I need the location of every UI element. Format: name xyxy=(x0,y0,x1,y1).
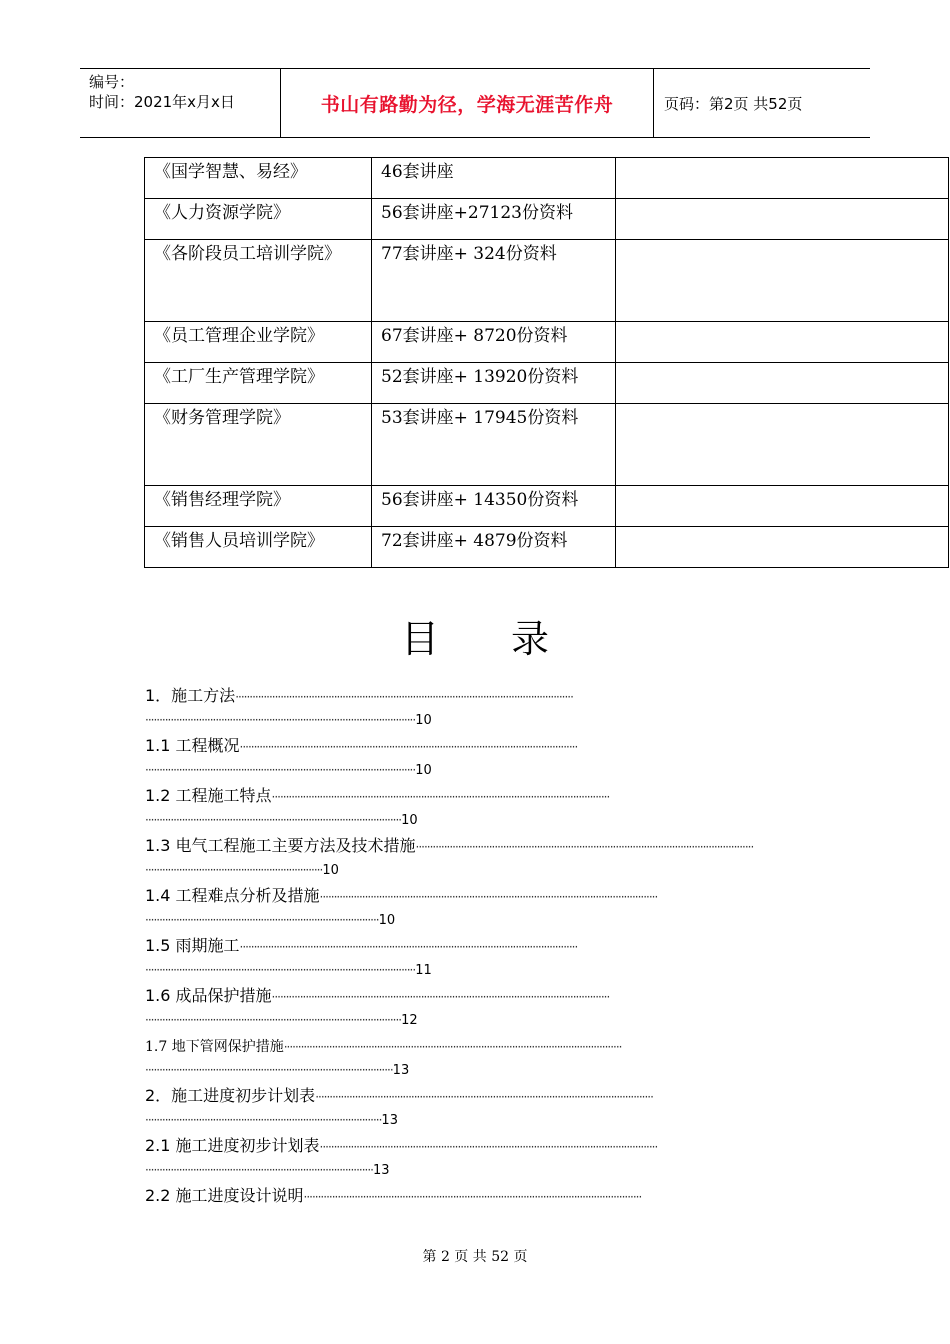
time-label: 时间：2021年x月x日 xyxy=(89,93,235,111)
toc-entry-page: 12 xyxy=(401,1013,418,1028)
toc-entry-page: 10 xyxy=(378,913,396,928)
header-meta xyxy=(80,69,281,137)
toc-entry-title: 2．施工进度初步计划表 xyxy=(145,1086,316,1105)
toc-leader-dots: ··························································································· xyxy=(145,1013,402,1027)
table-cell-extra xyxy=(616,158,949,199)
toc-entry[interactable] xyxy=(145,684,805,734)
header-motto: 书山有路勤为径，学海无涯苦作舟 xyxy=(281,69,654,137)
table-cell-extra xyxy=(616,404,949,486)
page-footer: 第 2 页 共 52 页 xyxy=(422,1249,528,1265)
number-label: 编号： xyxy=(89,73,135,91)
toc-leader-dots: ························································································································ xyxy=(239,740,578,754)
toc-entry[interactable] xyxy=(145,784,805,834)
toc-entry-title: 2.1 施工进度初步计划表 xyxy=(145,1136,320,1155)
toc-leader-dots: ························································································································ xyxy=(319,890,658,904)
toc-entry[interactable] xyxy=(145,1084,805,1134)
catalog-table xyxy=(144,157,949,568)
table-cell-content xyxy=(372,240,616,322)
cell-text: 52套讲座+ 13920份资料 xyxy=(381,367,579,387)
toc-entry[interactable] xyxy=(145,934,805,984)
toc-entry[interactable] xyxy=(145,734,805,784)
toc-entry[interactable] xyxy=(145,1184,805,1234)
toc-leader-dots: ························································································································ xyxy=(283,1040,622,1054)
table-row xyxy=(145,240,949,322)
cell-text: 56套讲座+27123份资料 xyxy=(381,203,573,223)
toc-leader-dots: ························································································································ xyxy=(303,1190,642,1204)
toc-entry-page: 10 xyxy=(322,863,339,878)
table-row xyxy=(145,527,949,568)
toc-entry-title: 2.2 施工进度设计说明 xyxy=(145,1186,304,1205)
toc-entry-page: 13 xyxy=(392,1063,410,1078)
cell-text: 《销售人员培训学院》 xyxy=(154,531,324,551)
cell-text: 《工厂生产管理学院》 xyxy=(154,367,324,387)
toc-leader-dots: ················································································· xyxy=(145,1163,373,1177)
cell-text: 46套讲座 xyxy=(381,162,454,182)
table-cell-content xyxy=(372,404,616,486)
toc-title: 目录 xyxy=(400,617,621,661)
table-cell-name xyxy=(145,240,372,322)
toc-entry-title: 1.5 雨期施工 xyxy=(145,936,240,955)
cell-text: 《人力资源学院》 xyxy=(154,203,290,223)
table-cell-content xyxy=(372,527,616,568)
toc-entry[interactable] xyxy=(145,884,805,934)
cell-text: 53套讲座+ 17945份资料 xyxy=(381,408,579,428)
cell-text: 《财务管理学院》 xyxy=(154,408,290,428)
toc-entry-page: 11 xyxy=(415,963,432,978)
toc-leader-dots: ························································································································ xyxy=(235,690,573,704)
toc-leader-dots: ························································································································ xyxy=(319,1140,658,1154)
cell-text: 77套讲座+ 324份资料 xyxy=(381,244,557,264)
toc-leader-dots: ························································································································ xyxy=(315,1090,653,1104)
toc-entry-page: 10 xyxy=(415,763,432,778)
toc-leader-dots: ···················································································· xyxy=(145,1113,382,1127)
table-cell-extra xyxy=(616,527,949,568)
toc-entry-page: 10 xyxy=(415,713,432,728)
cell-text: 56套讲座+ 14350份资料 xyxy=(381,490,579,510)
table-cell-extra xyxy=(616,363,949,404)
toc-entry[interactable] xyxy=(145,834,805,884)
toc-leader-dots: ································································································ xyxy=(145,963,416,977)
toc-leader-dots: ························································································································ xyxy=(271,990,610,1004)
toc-entry-title: 1.4 工程难点分析及措施 xyxy=(145,886,320,905)
toc-entry-page: 13 xyxy=(372,1163,390,1178)
toc-entry-title: 1.1 工程概况 xyxy=(145,736,240,755)
toc-leader-dots: ······························································· xyxy=(145,863,323,877)
cell-text: 《国学智慧、易经》 xyxy=(154,162,307,182)
toc-leader-dots: ························································································································ xyxy=(239,940,578,954)
toc-entry-title: 1.3 电气工程施工主要方法及技术措施 xyxy=(145,836,416,855)
toc-leader-dots: ································································································ xyxy=(145,763,416,777)
toc-entry-title: 1．施工方法 xyxy=(145,686,236,705)
table-cell-extra xyxy=(616,240,949,322)
toc-entry[interactable] xyxy=(145,1134,805,1184)
toc-leader-dots: ··························································································· xyxy=(145,813,402,827)
toc-leader-dots: ··················································································· xyxy=(145,913,379,927)
table-cell-extra xyxy=(616,486,949,527)
cell-text: 《各阶段员工培训学院》 xyxy=(154,244,341,264)
cell-text: 67套讲座+ 8720份资料 xyxy=(381,326,568,346)
table-row xyxy=(145,404,949,486)
header-page-info: 页码：第2页 共52页 xyxy=(664,94,803,113)
table-cell-extra xyxy=(616,199,949,240)
toc-entry-title: 1.2 工程施工特点 xyxy=(145,786,272,805)
toc-entry-title: 1.6 成品保护措施 xyxy=(145,986,272,1005)
toc-entry-page: 13 xyxy=(381,1113,398,1128)
table-cell-name xyxy=(145,527,372,568)
toc-entry[interactable] xyxy=(145,1034,805,1084)
toc-leader-dots: ························································································································ xyxy=(271,790,610,804)
table-cell-extra xyxy=(616,322,949,363)
cell-text: 《销售经理学院》 xyxy=(154,490,290,510)
cell-text: 《员工管理企业学院》 xyxy=(154,326,324,346)
page-header xyxy=(80,68,870,138)
toc-entry-page: 10 xyxy=(401,813,418,828)
toc-leader-dots: ························································································································ xyxy=(415,840,754,854)
toc-leader-dots: ························································································ xyxy=(145,1063,393,1077)
cell-text: 72套讲座+ 4879份资料 xyxy=(381,531,568,551)
toc-list xyxy=(145,684,805,1234)
toc-leader-dots: ································································································ xyxy=(145,713,416,727)
toc-entry-title: 1.7 地下管网保护措施 xyxy=(145,1039,284,1055)
table-cell-name xyxy=(145,404,372,486)
toc-entry[interactable] xyxy=(145,984,805,1034)
